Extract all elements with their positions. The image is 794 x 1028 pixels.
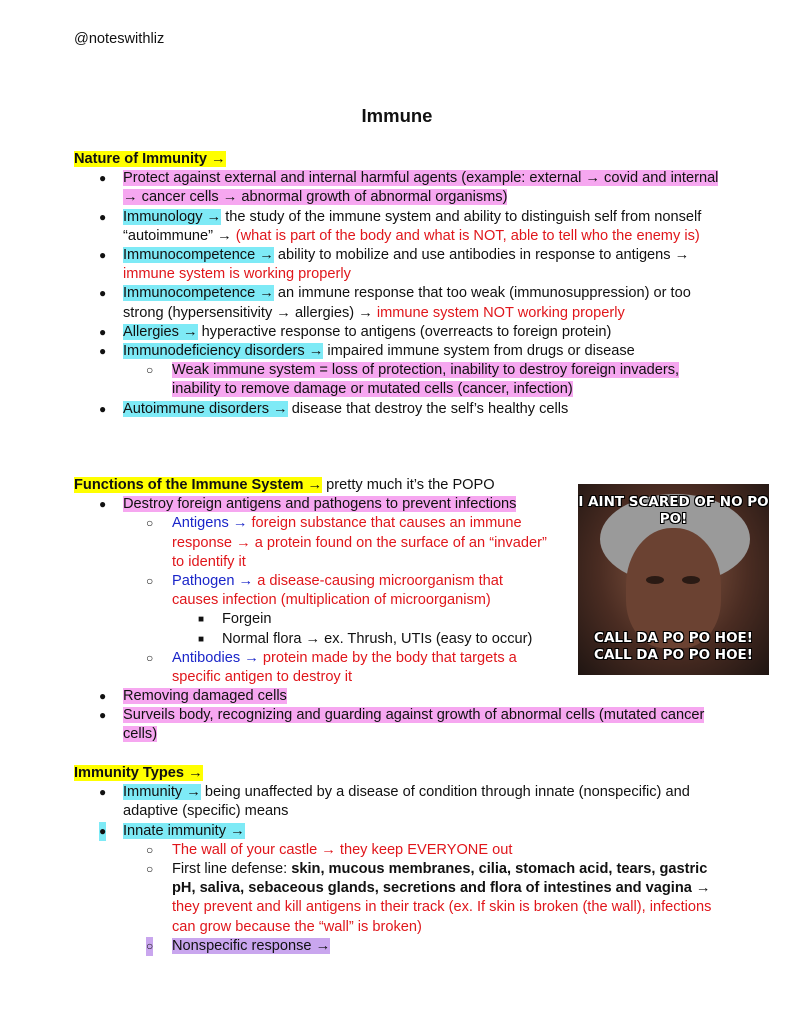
section-functions-continued — [74, 687, 724, 745]
term-highlight: Nonspecific response → — [172, 937, 331, 954]
list-item: ● Allergies → hyperactive response to antigens (overreacts to foreign protein) — [99, 323, 612, 340]
section-functions — [74, 476, 574, 687]
list-item: ● Destroy foreign antigens and pathogens to prevent infections — [99, 496, 517, 513]
meme-top-caption: I AINT SCARED OF NO PO PO! — [578, 494, 769, 527]
list-item: ○ The wall of your castle → they keep EVERYONE out — [146, 841, 513, 858]
term-highlight: Innate immunity → — [123, 822, 245, 839]
term-highlight: Allergies → — [123, 323, 198, 340]
author-handle: @noteswithliz — [74, 31, 165, 47]
list-item: ● Immunocompetence → ability to mobilize and use antibodies in response to antigens → immune system is working properly — [99, 247, 690, 283]
term-highlight: Immunodeficiency disorders → — [123, 343, 324, 360]
list-item: ● Innate immunity → — [74, 822, 724, 841]
term-highlight: Immunology → — [123, 208, 222, 225]
list-item: ○ Weak immune system = loss of protection, inability to destroy foreign invaders, inability to remove damage or mutated cells (cancer, infection) — [146, 362, 680, 398]
section-heading: Functions of the Immune System → pretty much it’s the POPO — [74, 477, 495, 493]
page-title: Immune — [361, 105, 433, 126]
list-item: ○ Nonspecific response → — [74, 937, 724, 956]
list-item: ○ First line defense: skin, mucous membranes, cilia, stomach acid, tears, gastric pH, saliva, sebaceous glands, secretions and flora of intestines and vagina → they prevent and kill antigens in their track (ex. If skin is broken (the wall), infections can grow because the “wall” is broken) — [146, 861, 712, 935]
meme-figure-eye — [682, 576, 700, 584]
list-item: ● Removing damaged cells — [99, 688, 287, 704]
list-item: ● Immunodeficiency disorders → impaired immune system from drugs or disease — [99, 343, 635, 360]
list-item: ● Immunology → the study of the immune system and ability to distinguish self from nonself “autoimmune” → (what is part of the body and what is NOT, able to tell who the enemy is) — [99, 208, 702, 244]
list-item: ● Immunocompetence → an immune response that too weak (immunosuppression) or too strong (hypersensitivity → allergies) → immune system NOT working properly — [99, 285, 691, 321]
list-item: ■ Normal flora → ex. Thrush, UTIs (easy to occur) — [198, 630, 533, 647]
term-highlight: Autoimmune disorders → — [123, 400, 288, 417]
list-item: ■ Forgein — [198, 611, 272, 628]
list-item: ● Surveils body, recognizing and guarding against growth of abnormal cells (mutated cancer cells) — [99, 707, 705, 743]
list-item: ● Immunity → being unaffected by a disease of condition through innate (nonspecific) and adaptive (specific) means — [99, 784, 690, 820]
list-item: ○ Antigens → foreign substance that causes an immune response → a protein found on the surface of an “invader” to identify it — [146, 515, 547, 570]
section-nature-of-immunity — [74, 150, 724, 419]
section-immunity-types — [74, 764, 724, 956]
meme-bottom-caption: CALL DA PO PO HOE! CALL DA PO PO HOE! — [594, 630, 753, 663]
term-highlight: Immunocompetence → — [123, 285, 274, 302]
term-highlight: Immunocompetence → — [123, 247, 274, 264]
meme-image — [578, 484, 769, 675]
list-item: ● Protect against external and internal harmful agents (example: external → covid and internal → cancer cells → abnormal growth of abnormal organisms) — [99, 170, 719, 206]
list-item: ○ Pathogen → a disease-causing microorganism that causes infection (multiplication of microorganism) — [146, 573, 503, 609]
term-highlight: Immunity → — [123, 784, 201, 801]
section-heading: Immunity Types → — [74, 765, 203, 781]
meme-figure-eye — [646, 576, 664, 584]
list-item: ● Autoimmune disorders → disease that destroy the self’s healthy cells — [99, 400, 569, 417]
list-item: ○ Antibodies → protein made by the body that targets a specific antigen to destroy it — [146, 649, 517, 686]
section-heading: Nature of Immunity → — [74, 151, 226, 167]
